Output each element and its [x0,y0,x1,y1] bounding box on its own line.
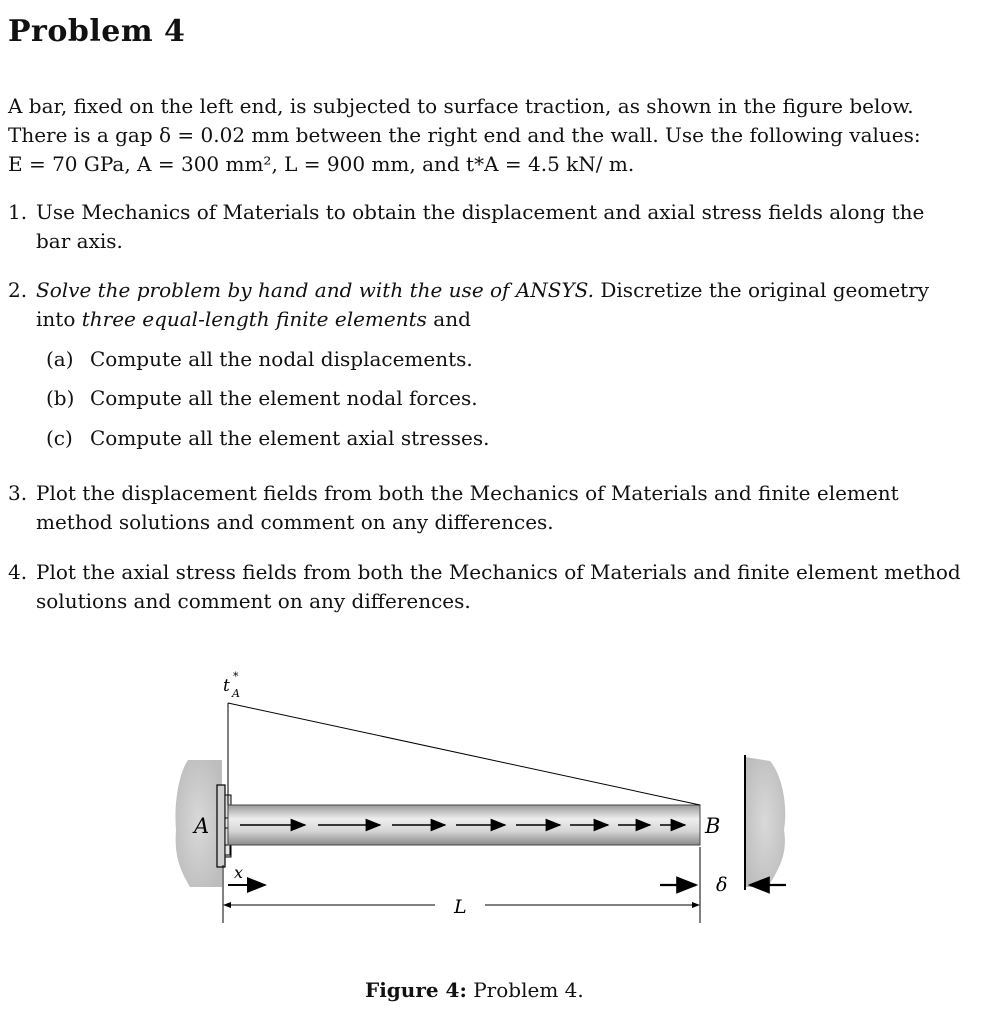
item-number: 4. [8,560,28,584]
item-line: Plot the displacement fields from both the Mechanics of Materials and finite element [36,481,899,505]
label-B: B [705,814,721,838]
intro-line-1: A bar, fixed on the left end, is subjected to surface traction, as shown in the figure below. [8,94,914,118]
list-item-4 [8,558,968,616]
item-text: Discretize the original geometry [594,278,930,302]
sub-item-label: (c) [46,426,73,450]
item-line: bar axis. [36,229,123,253]
dim-arrow-right [692,902,700,908]
label-tA-sub: A [232,687,240,700]
sub-item-label: (b) [46,386,75,410]
sub-item-text: Compute all the nodal displacements. [90,347,473,371]
intro-line-3: E = 70 GPa, A = 300 mm², L = 900 mm, and t*A = 4.5 kN/ m. [8,152,635,176]
right-wall [745,757,785,887]
caption-text: Problem 4. [473,978,584,1002]
support-bolt-bottom [225,845,230,855]
support-plate [217,785,225,867]
label-delta: δ [716,874,728,896]
list-item-2 [8,276,968,334]
traction-slope [228,703,700,805]
item-number: 3. [8,481,28,505]
item-text: and [426,307,471,331]
figure-caption [365,978,584,1002]
caption-label: Figure 4: [365,978,467,1002]
bar-figure [170,665,810,945]
dim-arrow-left [223,902,231,908]
label-x: x [234,863,244,882]
item-line: solutions and comment on any differences. [36,589,471,613]
item-line: method solutions and comment on any differences. [36,510,554,534]
item-number: 1. [8,200,28,224]
item-text: into [36,307,82,331]
list-item-1 [8,198,968,256]
intro-paragraph [8,92,968,179]
item-number: 2. [8,278,28,302]
sub-item-a [46,345,473,374]
item-italic-text: three equal-length finite elements [81,307,427,331]
list-item-3 [8,479,968,537]
label-tA-star: * [233,670,239,683]
label-A: A [194,814,210,838]
item-line: Use Mechanics of Materials to obtain the displacement and axial stress fields along the [36,200,925,224]
item-italic-text: Solve the problem by hand and with the use of ANSYS. [36,278,595,302]
item-line [36,305,968,334]
label-L: L [454,896,467,918]
sub-item-b [46,384,478,413]
sub-item-c [46,424,490,453]
sub-item-text: Compute all the element axial stresses. [90,426,490,450]
item-line: Plot the axial stress fields from both the Mechanics of Materials and finite element method [36,560,961,584]
label-tA: t [223,676,230,696]
intro-line-2: There is a gap δ = 0.02 mm between the right end and the wall. Use the following values: [8,123,921,147]
item-line [36,276,968,305]
sub-item-label: (a) [46,347,74,371]
problem-title: Problem 4 [8,14,186,49]
sub-item-text: Compute all the element nodal forces. [90,386,478,410]
